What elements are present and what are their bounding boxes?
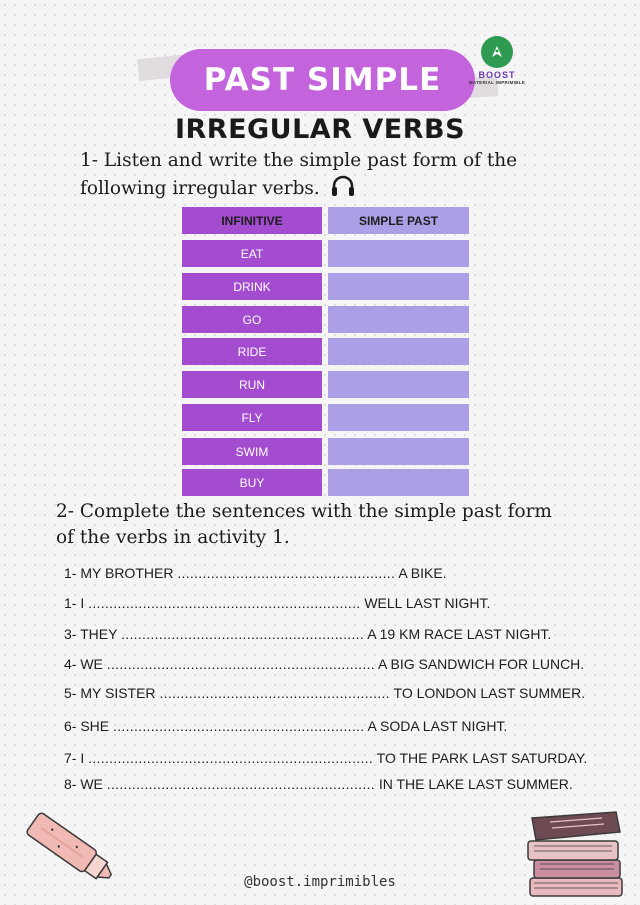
sentence-start: 6- SHE: [64, 718, 110, 734]
answer-blank[interactable]: ............................................................: [113, 718, 365, 734]
simple-past-answer-cell[interactable]: [328, 273, 469, 300]
sentence: [64, 685, 585, 701]
activity1-line2: following irregular verbs.: [80, 178, 320, 199]
simple-past-answer-cell[interactable]: [328, 404, 469, 431]
table-row: [182, 438, 469, 465]
table-row: [182, 404, 469, 431]
activity2-line2: of the verbs in activity 1.: [56, 527, 290, 548]
sentence: [64, 656, 584, 672]
sentence-start: 1- I: [64, 595, 85, 611]
page-title-banner: [170, 49, 475, 111]
social-handle: @boost.imprimibles: [244, 874, 396, 890]
infinitive-cell: EAT: [182, 240, 322, 267]
sentence-end: A SODA LAST NIGHT.: [367, 718, 508, 734]
answer-blank[interactable]: .................................................................: [88, 595, 361, 611]
infinitive-cell: FLY: [182, 404, 322, 431]
answer-blank[interactable]: ................................................................: [106, 776, 375, 792]
sentence: [64, 718, 507, 734]
table-row: [182, 273, 469, 300]
simple-past-answer-cell[interactable]: [328, 240, 469, 267]
table-row: [182, 240, 469, 267]
logo-name: BOOST: [478, 70, 516, 80]
infinitive-cell: DRINK: [182, 273, 322, 300]
sentence-end: TO THE PARK LAST SATURDAY.: [376, 750, 588, 766]
sentence-start: 7- I: [64, 750, 85, 766]
sentence: [64, 626, 551, 642]
answer-blank[interactable]: ....................................................: [177, 565, 396, 581]
sentence-start: 4- WE: [64, 656, 103, 672]
headphones-icon: [330, 174, 356, 206]
sentence-end: A BIG SANDWICH FOR LUNCH.: [378, 656, 585, 672]
header-infinitive: INFINITIVE: [182, 207, 322, 234]
table-row: [182, 306, 469, 333]
activity2-instruction: [56, 499, 552, 551]
sentence: [64, 565, 447, 581]
answer-blank[interactable]: ....................................................................: [88, 750, 374, 766]
simple-past-answer-cell[interactable]: [328, 338, 469, 365]
header-simple-past: SIMPLE PAST: [328, 207, 469, 234]
table-row: [182, 371, 469, 398]
sentence-end: IN THE LAKE LAST SUMMER.: [378, 776, 573, 792]
simple-past-answer-cell[interactable]: [328, 306, 469, 333]
sentence-start: 5- MY SISTER: [64, 685, 156, 701]
simple-past-answer-cell[interactable]: [328, 438, 469, 465]
brand-logo: [462, 36, 532, 98]
answer-blank[interactable]: ..........................................................: [121, 626, 365, 642]
rocket-icon: [481, 36, 513, 68]
sentence-start: 3- THEY: [64, 626, 118, 642]
table-header-row: [182, 207, 469, 234]
activity1-instruction: [80, 148, 517, 206]
sentence-start: 8- WE: [64, 776, 103, 792]
infinitive-cell: GO: [182, 306, 322, 333]
sentence: [64, 776, 573, 792]
sentence-end: A 19 KM RACE LAST NIGHT.: [367, 626, 552, 642]
sentence: [64, 595, 490, 611]
page-subtitle: IRREGULAR VERBS: [174, 114, 466, 145]
sentence-end: WELL LAST NIGHT.: [364, 595, 491, 611]
page-title: PAST SIMPLE: [203, 62, 442, 98]
infinitive-cell: BUY: [182, 469, 322, 496]
simple-past-answer-cell[interactable]: [328, 469, 469, 496]
table-row: [182, 469, 469, 496]
table-row: [182, 338, 469, 365]
sentence-start: 1- MY BROTHER: [64, 565, 174, 581]
sentence: [64, 750, 587, 766]
answer-blank[interactable]: .......................................................: [159, 685, 390, 701]
logo-tagline: MATERIAL IMPRIMIBLE: [468, 80, 526, 85]
infinitive-cell: RIDE: [182, 338, 322, 365]
activity1-line1: 1- Listen and write the simple past form of the: [80, 150, 518, 171]
answer-blank[interactable]: ................................................................: [106, 656, 375, 672]
simple-past-answer-cell[interactable]: [328, 371, 469, 398]
activity2-line1: 2- Complete the sentences with the simple past form: [56, 501, 552, 522]
sentence-end: A BIKE.: [398, 565, 447, 581]
infinitive-cell: RUN: [182, 371, 322, 398]
sentence-end: TO LONDON LAST SUMMER.: [393, 685, 586, 701]
infinitive-cell: SWIM: [182, 438, 322, 465]
